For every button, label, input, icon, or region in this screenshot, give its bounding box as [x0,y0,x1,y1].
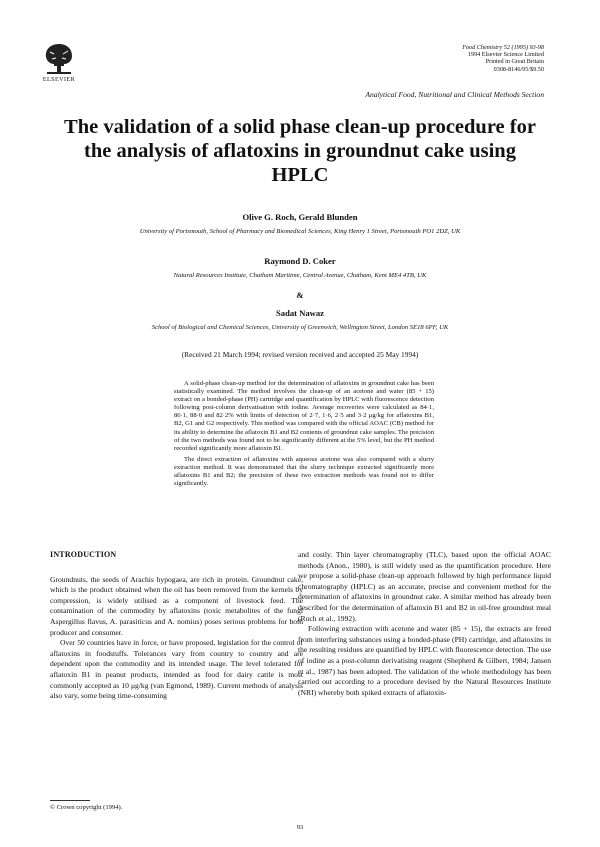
author-affiliation: University of Portsmouth, School of Pharmacy and Biomedical Sciences, King Henry 1 Street, Portsmouth PO1 2DZ, UK [139,228,461,235]
author-block-3 [40,308,560,331]
author-names: Olive G. Roch, Gerald Blunden [242,212,358,222]
author-affiliation: Natural Resources Institute, Chatham Maritime, Central Avenue, Chatham, Kent ME4 4TB, UK [173,272,427,279]
section-heading: INTRODUCTION [50,550,117,559]
copyright-footnote: © Crown copyright (1994). [50,804,123,811]
author-names: Raymond D. Coker [264,256,336,266]
page-number: 93 [296,824,304,831]
body-paragraph: Groundnuts, the seeds of Arachis hypogaea, are rich in protein. Groundnut cake, which is the product obtained when the oil has been removed from the kernels by compression, is widely utilised as a component of livestock feed. The contamination of the commodity by aflatoxins (toxic metabolites of the fungi Aspergillus flavus, A. parasiticus and A. nomius) poses serious problems for both producer and consumer. [50,574,303,637]
paper-title: The validation of a solid phase clean-up procedure for the analysis of aflatoxins in groundnut cake using HPLC [64,116,536,186]
right-column [298,550,551,698]
ampersand: & [296,290,304,300]
issn-line: 0308-8146/95/$9.50 [493,65,544,73]
journal-citation: Food Chemistry 52 (1995) 93-98 [462,44,544,51]
body-paragraph: Following extraction with acetone and water (85 + 15), the extracts are freed from interfering substances using a bonded-phase (PH) cartridge, and aflatoxins in the resulting residues are quantified by HPLC with fluorescence detection. The use of iodine as a post-column derivatising reagent (Shepherd & Gilbert, 1984; Jansen et al., 1987) has been adopted. The validation of the whole methodology has been carried out according to a procedure devised by the Natural Resources Institute (NRI) whereby both spiked extracts of aflatoxin- [298,624,551,697]
publisher-logo [42,40,76,83]
footnote-rule [50,800,90,801]
body-paragraph: Over 50 countries have in force, or have proposed, legislation for the control of aflatoxins in foodstuffs. Tolerances vary from country to country and are dependent upon the commodity and its intended usage. The level tolerated for aflatoxin B1 in peanut products, intended as food for dairy cattle is most commonly accepted as 10 μg/kg (van Egmond, 1989). Current methods of analysis also vary, some being time-consuming [50,638,303,701]
author-names: Sadat Nawaz [276,308,324,318]
printed-line: Printed in Great Britain [485,58,544,66]
author-block-2 [40,256,560,279]
author-affiliation: School of Biological and Chemical Sciences, University of Greenwich, Wellington Street, London SE18 6PF, UK [151,324,449,331]
received-dates: (Received 21 March 1994; revised version received and accepted 25 May 1994) [181,350,419,359]
journal-meta [462,44,544,73]
left-column [50,550,303,702]
copyright-line: 1994 Elsevier Science Limited [467,51,544,59]
abstract-paragraph: The direct extraction of aflatoxins with aqueous acetone was also compared with a slurry extraction method. It was demonstrated that the slurry technique extracted significantly more aflatoxins B1 and B2; the precision of these two extraction methods was found not to differ significantly. [174,455,434,488]
author-block-1 [40,212,560,235]
section-label: Analytical Food, Nutritional and Clinical Methods Section [365,90,544,99]
ampersand-line [40,290,560,300]
logo-text: ELSEVIER [42,77,76,83]
body-paragraph: and costly. Thin layer chromatography (TLC), based upon the official AOAC methods (Anon., 1980), is still widely used as the quantification procedure. Here we propose a solid-phase clean-up approach followed by high performance liquid chromatography (HPLC) as an accurate, precise and convenient method for the determination of aflatoxins in groundnut cake. A similar method has already been described for the determination of aflatoxin B1 and B2 in oil-free groundnut meal (Roch et al., 1992). [298,550,551,623]
elsevier-tree-icon [42,40,76,76]
abstract-paragraph: A solid-phase clean-up method for the determination of aflatoxins in groundnut cake has been statistically examined. The method involves the clean-up of an acetone and water (85 + 15) extract on a bonded-phase (PH) cartridge and quantification by HPLC with fluorescence detection following post-column derivatisation with iodine. Average recoveries were calculated as 84·1, 86·1, 88·0 and 82·2% with limits of detection of 2·7, 1·6, 2·5 and 3·2 μg/kg for aflatoxins B1, B2, G1 and G2 respectively. This method was compared with the official AOAC (CB) method for its ability to determine the aflatoxin B1 and B2 contents of groundnut cake samples. The precision of the two methods was found not to be significantly different at the 5% level, but the PH method recorded significantly more aflatoxin B1. [174,380,434,452]
abstract [174,380,434,488]
